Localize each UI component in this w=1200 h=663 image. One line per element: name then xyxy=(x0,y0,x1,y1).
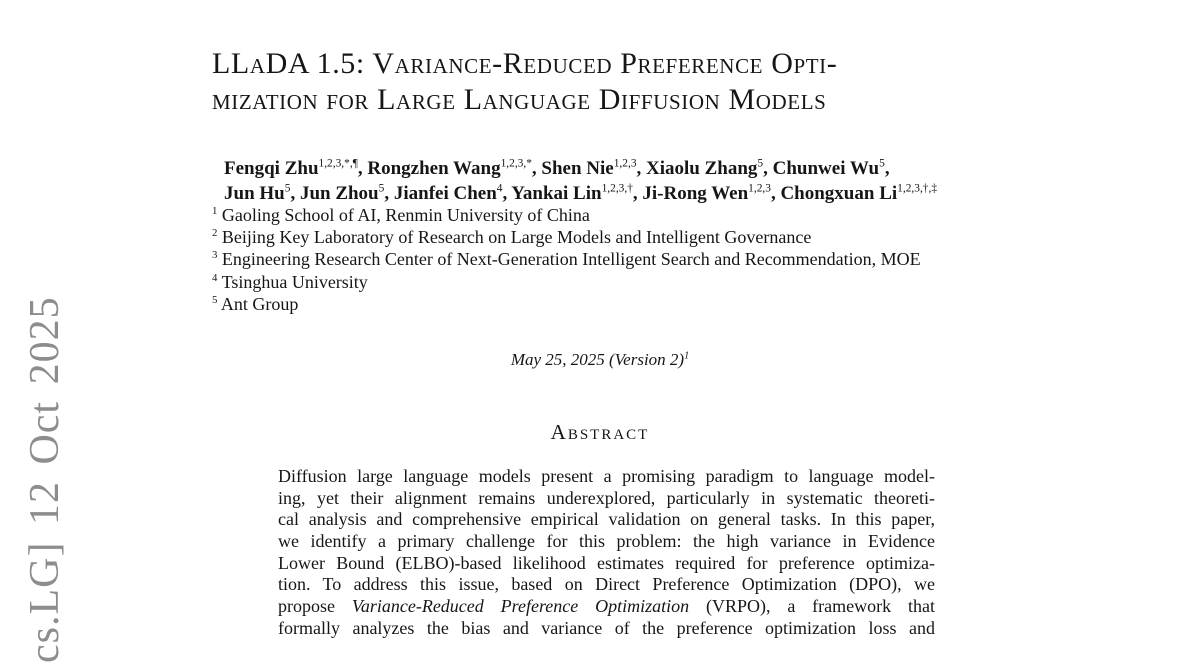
paper-title xyxy=(212,46,837,117)
paper-title-line-2: mization for Large Language Diffusion Models xyxy=(212,82,827,116)
abstract-line xyxy=(278,531,935,553)
author-superscript: 1,2,3 xyxy=(748,182,771,195)
author-superscript: 5 xyxy=(757,157,764,170)
abstract-segment: ing, yet their alignment remains underexplored, particularly in systematic theoreti- xyxy=(278,487,935,508)
author-superscript: 1,2,3,* xyxy=(500,157,532,170)
abstract-segment: tion. To address this issue, based on Direct Preference Optimization (DPO), we xyxy=(278,574,935,595)
abstract-line xyxy=(278,596,935,618)
author-name: Jun Zhou xyxy=(299,183,379,204)
author-name: Ji-Rong Wen xyxy=(642,183,749,204)
author-superscript: 5 xyxy=(378,182,385,195)
abstract-segment: formally analyzes the bias and variance of the preference optimization loss and xyxy=(278,617,935,638)
affiliation-row: $^4$ Tsinghua University xyxy=(212,271,368,292)
affiliation-superscript: 3 xyxy=(212,249,218,262)
author-name: Jianfei Chen xyxy=(393,183,497,204)
affiliation-superscript: 4 xyxy=(212,271,218,284)
abstract-heading: Abstract xyxy=(550,420,650,444)
abstract-segment: (VRPO), a framework that xyxy=(689,595,935,616)
author-superscript: 5 xyxy=(284,182,291,195)
abstract-line xyxy=(278,553,935,575)
abstract-line xyxy=(278,488,935,510)
author-superscript: 4 xyxy=(496,182,503,195)
abstract-line xyxy=(278,574,935,596)
abstract-line xyxy=(278,618,935,640)
author-name: Fengqi Zhu xyxy=(224,158,319,179)
paper-title-line-1: LLaDA 1.5: Variance-Reduced Preference Opti- xyxy=(212,47,838,80)
arxiv-watermark: cs.LG] 12 Oct 2025 xyxy=(22,296,68,663)
affiliation-row: $^2$ Beijing Key Laboratory of Research on Large Models and Intelligent Governance xyxy=(212,227,812,248)
abstract-segment: cal analysis and comprehensive empirical validation on general tasks. In this paper, xyxy=(278,509,935,530)
author-line-1: Fengqi Zhu$^{1,2,3,*,\P}$, Rongzhen Wang$^{1,2,3,*}$, Shen Nie$^{1,2,3}$, Xiaolu Zhang$^5$, Chunwei Wu$^5$, xyxy=(224,157,890,179)
author-name: Jun Hu xyxy=(224,183,285,204)
abstract-text xyxy=(278,466,935,639)
affiliation-row: $^5$ Ant Group xyxy=(212,293,299,314)
abstract-line xyxy=(278,466,935,488)
author-name: Chongxuan Li xyxy=(780,183,898,204)
affiliation-superscript: 5 xyxy=(212,293,218,306)
author-name: Rongzhen Wang xyxy=(367,158,501,179)
abstract-segment: Diffusion large language models present a promising paradigm to language model- xyxy=(278,466,935,486)
affiliation-row: $^1$ Gaoling School of AI, Renmin University of China xyxy=(212,205,590,225)
author-line-2: Jun Hu$^5$, Jun Zhou$^5$, Jianfei Chen$^4$, Yankai Lin$^{1,2,3,\dagger}$, Ji-Rong Wen$^{1,2,3}$, Chongxuan $Li^{1,2,3,\dagger,\ddagger}$ xyxy=(224,182,938,204)
abstract-line xyxy=(278,509,935,531)
author-superscript: 5 xyxy=(879,157,885,170)
affiliation-superscript: 1 xyxy=(212,205,218,217)
author-list xyxy=(224,156,937,206)
author-superscript: 1,2,3 xyxy=(613,157,637,170)
author-name: Shen Nie xyxy=(541,158,614,179)
version-date xyxy=(0,350,1200,370)
abstract-segment: we identify a primary challenge for this problem: the high variance in Evidence xyxy=(278,530,935,551)
version-date-footnote-marker: 1 xyxy=(684,350,690,362)
author-superscript: 1,2,3,*,¶ xyxy=(318,157,358,170)
affiliation-row: $^3$ Engineering Research Center of Next-Generation Intelligent Search and Recommendation, MOE xyxy=(212,249,921,270)
version-date-text: May 25, 2025 (Version 2) xyxy=(510,350,685,369)
author-superscript: 1,2,3,†,‡ xyxy=(897,182,938,195)
affiliation-superscript: 2 xyxy=(212,227,218,240)
abstract-segment: propose xyxy=(278,595,352,616)
abstract-italic-term: Variance-Reduced Preference Optimization xyxy=(351,595,690,616)
author-name: Xiaolu Zhang xyxy=(646,158,758,179)
affiliation-list xyxy=(212,204,921,315)
author-superscript: 1,2,3,† xyxy=(601,182,633,195)
author-name: Chunwei Wu xyxy=(772,158,880,179)
author-name: Yankai Lin xyxy=(511,183,602,204)
abstract-segment: Lower Bound (ELBO)-based likelihood estimates required for preference optimiza- xyxy=(278,552,935,573)
